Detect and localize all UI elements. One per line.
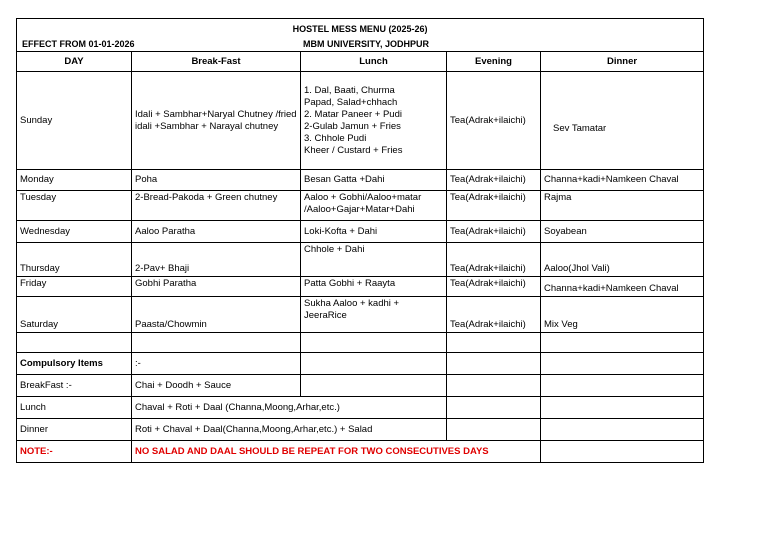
lunch-cell: Aaloo + Gobhi/Aaloo+matar /Aaloo+Gajar+Matar+Dahi (301, 191, 447, 221)
day-cell: Friday (17, 277, 132, 297)
menu-title: HOSTEL MESS MENU (2025-26) (292, 24, 428, 34)
empty-cell (447, 353, 541, 375)
column-header-row (17, 52, 704, 72)
compulsory-label: Compulsory Items (17, 353, 132, 375)
day-cell: Tuesday (17, 191, 132, 221)
dinner-cell: Sev Tamatar (541, 72, 704, 170)
compulsory-header-row (17, 353, 704, 375)
compulsory-sep: :- (132, 353, 301, 375)
effective-date: EFFECT FROM 01-01-2026 (22, 39, 135, 49)
compulsory-item-label: BreakFast :- (17, 375, 132, 397)
lunch-cell: Besan Gatta +Dahi (301, 170, 447, 191)
dinner-cell: Soyabean (541, 221, 704, 243)
compulsory-item-value: Roti + Chaval + Daal(Channa,Moong,Arhar,etc.) + Salad (132, 419, 447, 441)
evening-cell: Tea(Adrak+ilaichi) (447, 221, 541, 243)
note-label: NOTE:- (17, 441, 132, 463)
empty-cell (447, 375, 541, 397)
lunch-cell: Loki-Kofta + Dahi (301, 221, 447, 243)
table-row (17, 243, 704, 277)
compulsory-item-label: Lunch (17, 397, 132, 419)
day-cell: Saturday (17, 297, 132, 333)
breakfast-cell: Paasta/Chowmin (132, 297, 301, 333)
compulsory-item-value: Chai + Doodh + Sauce (132, 375, 301, 397)
empty-cell (301, 333, 447, 353)
breakfast-cell: Poha (132, 170, 301, 191)
breakfast-cell: Gobhi Paratha (132, 277, 301, 297)
compulsory-row (17, 375, 704, 397)
empty-cell (447, 397, 541, 419)
dinner-cell: Channa+kadi+Namkeen Chaval (541, 277, 704, 297)
evening-cell: Tea(Adrak+ilaichi) (447, 170, 541, 191)
empty-cell (447, 333, 541, 353)
breakfast-cell: Aaloo Paratha (132, 221, 301, 243)
lunch-cell: 1. Dal, Baati, Churma Papad, Salad+chhach 2. Matar Paneer + Pudi 2-Gulab Jamun + Fries 3. Chhole Pudi Kheer / Custard + Fries (301, 72, 447, 170)
evening-cell: Tea(Adrak+ilaichi) (447, 72, 541, 170)
mess-menu-table (16, 18, 704, 463)
note-text: NO SALAD AND DAAL SHOULD BE REPEAT FOR TWO CONSECUTIVES DAYS (132, 441, 541, 463)
day-cell: Wednesday (17, 221, 132, 243)
compulsory-row (17, 419, 704, 441)
evening-cell: Tea(Adrak+ilaichi) (447, 191, 541, 221)
dinner-cell: Mix Veg (541, 297, 704, 333)
breakfast-cell: 2-Bread-Pakoda + Green chutney (132, 191, 301, 221)
lunch-cell: Patta Gobhi + Raayta (301, 277, 447, 297)
table-row (17, 221, 704, 243)
lunch-cell: Sukha Aaloo + kadhi + JeeraRice (301, 297, 447, 333)
evening-cell: Tea(Adrak+ilaichi) (447, 243, 541, 277)
table-row (17, 170, 704, 191)
university-name: MBM UNIVERSITY, JODHPUR (303, 39, 430, 49)
dinner-cell: Aaloo(Jhol Vali) (541, 243, 704, 277)
empty-cell (541, 419, 704, 441)
col-evening: Evening (447, 52, 541, 72)
empty-cell (17, 333, 132, 353)
empty-cell (541, 397, 704, 419)
empty-cell (541, 375, 704, 397)
empty-row (17, 333, 704, 353)
empty-cell (541, 333, 704, 353)
table-row (17, 191, 704, 221)
dinner-cell: Rajma (541, 191, 704, 221)
day-cell: Monday (17, 170, 132, 191)
compulsory-item-label: Dinner (17, 419, 132, 441)
col-dinner: Dinner (541, 52, 704, 72)
evening-cell: Tea(Adrak+ilaichi) (447, 297, 541, 333)
compulsory-item-value: Chaval + Roti + Daal (Channa,Moong,Arhar,etc.) (132, 397, 447, 419)
day-cell: Sunday (17, 72, 132, 170)
breakfast-cell: 2-Pav+ Bhaji (132, 243, 301, 277)
table-row (17, 72, 704, 170)
day-cell: Thursday (17, 243, 132, 277)
empty-cell (132, 333, 301, 353)
evening-cell: Tea(Adrak+ilaichi) (447, 277, 541, 297)
col-lunch: Lunch (301, 52, 447, 72)
breakfast-cell: Idali + Sambhar+Naryal Chutney /fried idali +Sambhar + Narayal chutney (132, 72, 301, 170)
empty-cell (301, 353, 447, 375)
table-row (17, 277, 704, 297)
table-row (17, 297, 704, 333)
lunch-cell: Chhole + Dahi (301, 243, 447, 277)
empty-cell (447, 419, 541, 441)
compulsory-row (17, 397, 704, 419)
menu-header (17, 19, 704, 52)
empty-cell (301, 375, 447, 397)
dinner-cell: Channa+kadi+Namkeen Chaval (541, 170, 704, 191)
empty-cell (541, 353, 704, 375)
empty-cell (541, 441, 704, 463)
col-breakfast: Break-Fast (132, 52, 301, 72)
note-row (17, 441, 704, 463)
col-day: DAY (17, 52, 132, 72)
